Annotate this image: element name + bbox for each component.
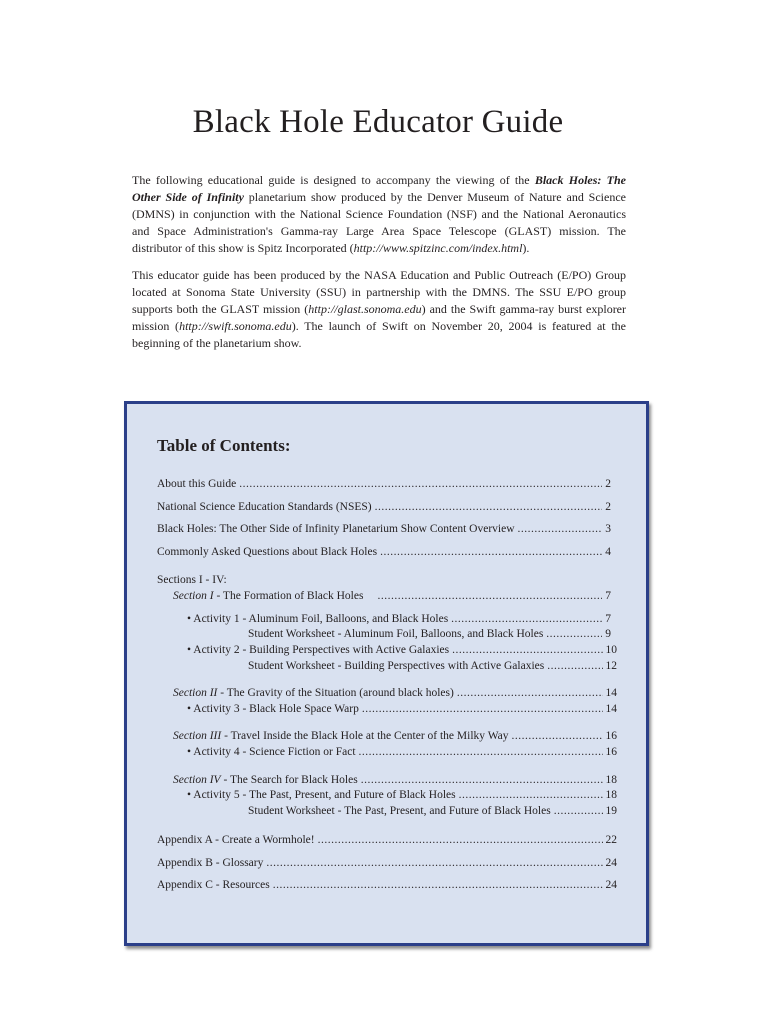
intro-text xyxy=(132,172,626,362)
toc-entry-activity-5[interactable] xyxy=(187,789,617,801)
leader-dots xyxy=(518,523,603,535)
intro-p1-text-b: planetarium show produced by the Denver Museum of Nature and Science (DMNS) in conjunction with the National Science Foundation (NSF) and the National Aeronautics and Space Administration's Gamma-ray Large Area Space Telescope (GLAST) mission. The distributor of this show is Spitz Incorporated ( xyxy=(132,190,626,255)
toc-page-number: 22 xyxy=(605,834,617,846)
section-title: - The Gravity of the Situation (around black holes) xyxy=(217,687,454,699)
section-title: - Travel Inside the Black Hole at the Center of the Milky Way xyxy=(221,730,509,742)
toc-page-number: 10 xyxy=(605,644,617,656)
toc-entry-label: Student Worksheet - Aluminum Foil, Balloons, and Black Holes xyxy=(248,628,544,640)
toc-page-number: 2 xyxy=(605,478,611,490)
toc-entry-activity-3[interactable] xyxy=(187,703,617,715)
toc-page-number: 14 xyxy=(605,687,617,699)
section-name: Section IV xyxy=(173,774,221,786)
toc-entry-label xyxy=(173,590,363,602)
toc-heading: Table of Contents: xyxy=(157,436,291,455)
toc-entry-worksheet-2[interactable] xyxy=(248,660,617,672)
section-title: - The Search for Black Holes xyxy=(220,774,358,786)
toc-page-number: 14 xyxy=(605,703,617,715)
spitz-link[interactable]: http://www.spitzinc.com/index.html xyxy=(353,241,523,255)
toc-page-number: 4 xyxy=(605,546,611,558)
intro-paragraph-1 xyxy=(132,172,626,257)
toc-entry-section-2[interactable] xyxy=(173,687,617,699)
toc-entry-worksheet-1[interactable] xyxy=(248,628,611,640)
toc-entry-activity-2[interactable] xyxy=(187,644,617,656)
toc-entry-activity-1[interactable] xyxy=(187,613,611,625)
toc-page-number: 18 xyxy=(605,774,617,786)
toc-entry-activity-4[interactable] xyxy=(187,746,617,758)
toc-entry-label: Student Worksheet - Building Perspectives with Active Galaxies xyxy=(248,660,545,672)
toc-entry-worksheet-5[interactable] xyxy=(248,805,617,817)
intro-p2-text-b: ) and the Swift gamma-ray burst explorer mission ( xyxy=(132,302,627,333)
section-title: - The Formation of Black Holes xyxy=(213,590,364,602)
toc-entry-label: • Activity 5 - The Past, Present, and Future of Black Holes xyxy=(187,789,456,801)
section-name: Section III xyxy=(173,730,222,742)
toc-page-number: 2 xyxy=(605,501,611,513)
page-title: Black Hole Educator Guide xyxy=(192,104,564,140)
leader-dots xyxy=(459,789,603,801)
toc-entry-label xyxy=(173,687,454,699)
toc-page-number: 16 xyxy=(605,730,617,742)
toc-entry-label xyxy=(173,774,358,786)
toc-entry-label: Appendix A - Create a Wormhole! xyxy=(157,834,315,846)
toc-sections-label: Sections I - IV: xyxy=(157,574,227,586)
toc-page-number: 19 xyxy=(605,805,617,817)
toc-entry-appendix-b[interactable] xyxy=(157,857,617,869)
toc-entry-faq[interactable] xyxy=(157,546,611,558)
glast-link[interactable]: http://glast.sonoma.edu xyxy=(308,302,422,316)
intro-p1-text-c: ). xyxy=(522,241,530,255)
section-name: Section II xyxy=(173,687,218,699)
leader-dots xyxy=(457,687,603,699)
toc-page-number: 7 xyxy=(605,590,611,602)
leader-dots xyxy=(546,628,602,640)
show-title: Black Holes: The Other Side of Infinity xyxy=(132,173,626,204)
leader-dots xyxy=(361,774,603,786)
toc-page-number: 16 xyxy=(605,746,617,758)
intro-p2-text-a: This educator guide has been produced by the NASA Education and Public Outreach (E/PO) Group located at Sonoma State University (SSU) in partnership with the DMNS. The SSU E/PO group supports both the GLAST mission ( xyxy=(132,268,626,316)
toc-entry-label: • Activity 1 - Aluminum Foil, Balloons, and Black Holes xyxy=(187,613,449,625)
toc-entry-label: About this Guide xyxy=(157,478,237,490)
table-of-contents-box xyxy=(124,401,649,946)
toc-entry-label xyxy=(173,730,508,742)
section-name: Section I xyxy=(173,590,214,602)
toc-entry-label: National Science Education Standards (NSES) xyxy=(157,501,372,513)
leader-dots xyxy=(377,590,602,602)
leader-dots xyxy=(375,501,603,513)
leader-dots xyxy=(359,746,603,758)
toc-page-number: 18 xyxy=(605,789,617,801)
leader-dots xyxy=(452,644,602,656)
leader-dots xyxy=(511,730,602,742)
intro-paragraph-2 xyxy=(132,267,626,352)
leader-dots xyxy=(239,478,602,490)
toc-page-number: 9 xyxy=(605,628,611,640)
intro-p1-text-a: The following educational guide is designed to accompany the viewing of the xyxy=(132,173,535,187)
toc-entry-label: Appendix B - Glossary xyxy=(157,857,264,869)
leader-dots xyxy=(273,879,603,891)
toc-entry-about[interactable] xyxy=(157,478,611,490)
toc-page-number: 24 xyxy=(605,857,617,869)
leader-dots xyxy=(554,805,603,817)
leader-dots xyxy=(362,703,603,715)
toc-entry-label: • Activity 3 - Black Hole Space Warp xyxy=(187,703,359,715)
toc-page-number: 7 xyxy=(605,613,611,625)
toc-entry-label: Commonly Asked Questions about Black Holes xyxy=(157,546,378,558)
leader-dots xyxy=(547,660,602,672)
leader-dots xyxy=(380,546,602,558)
toc-entry-section-3[interactable] xyxy=(173,730,617,742)
toc-entry-label: Student Worksheet - The Past, Present, and Future of Black Holes xyxy=(248,805,551,817)
toc-page-number: 12 xyxy=(605,660,617,672)
toc-entry-overview[interactable] xyxy=(157,523,611,535)
leader-dots xyxy=(451,613,602,625)
toc-entry-appendix-c[interactable] xyxy=(157,879,617,891)
toc-entry-label: Black Holes: The Other Side of Infinity Planetarium Show Content Overview xyxy=(157,523,515,535)
toc-entry-section-1[interactable] xyxy=(173,590,611,602)
toc-page-number: 24 xyxy=(605,879,617,891)
toc-entry-section-4[interactable] xyxy=(173,774,617,786)
toc-entry-label: • Activity 4 - Science Fiction or Fact xyxy=(187,746,356,758)
leader-dots xyxy=(318,834,603,846)
intro-p2-text-c: ). The launch of Swift on November 20, 2004 is featured at the beginning of the planetarium show. xyxy=(132,319,627,350)
toc-entry-appendix-a[interactable] xyxy=(157,834,617,846)
leader-dots xyxy=(266,857,602,869)
toc-page-number: 3 xyxy=(605,523,611,535)
swift-link[interactable]: http://swift.sonoma.edu xyxy=(179,319,292,333)
toc-entry-label: • Activity 2 - Building Perspectives with Active Galaxies xyxy=(187,644,450,656)
toc-entry-nses[interactable] xyxy=(157,501,611,513)
toc-entry-label: Appendix C - Resources xyxy=(157,879,270,891)
